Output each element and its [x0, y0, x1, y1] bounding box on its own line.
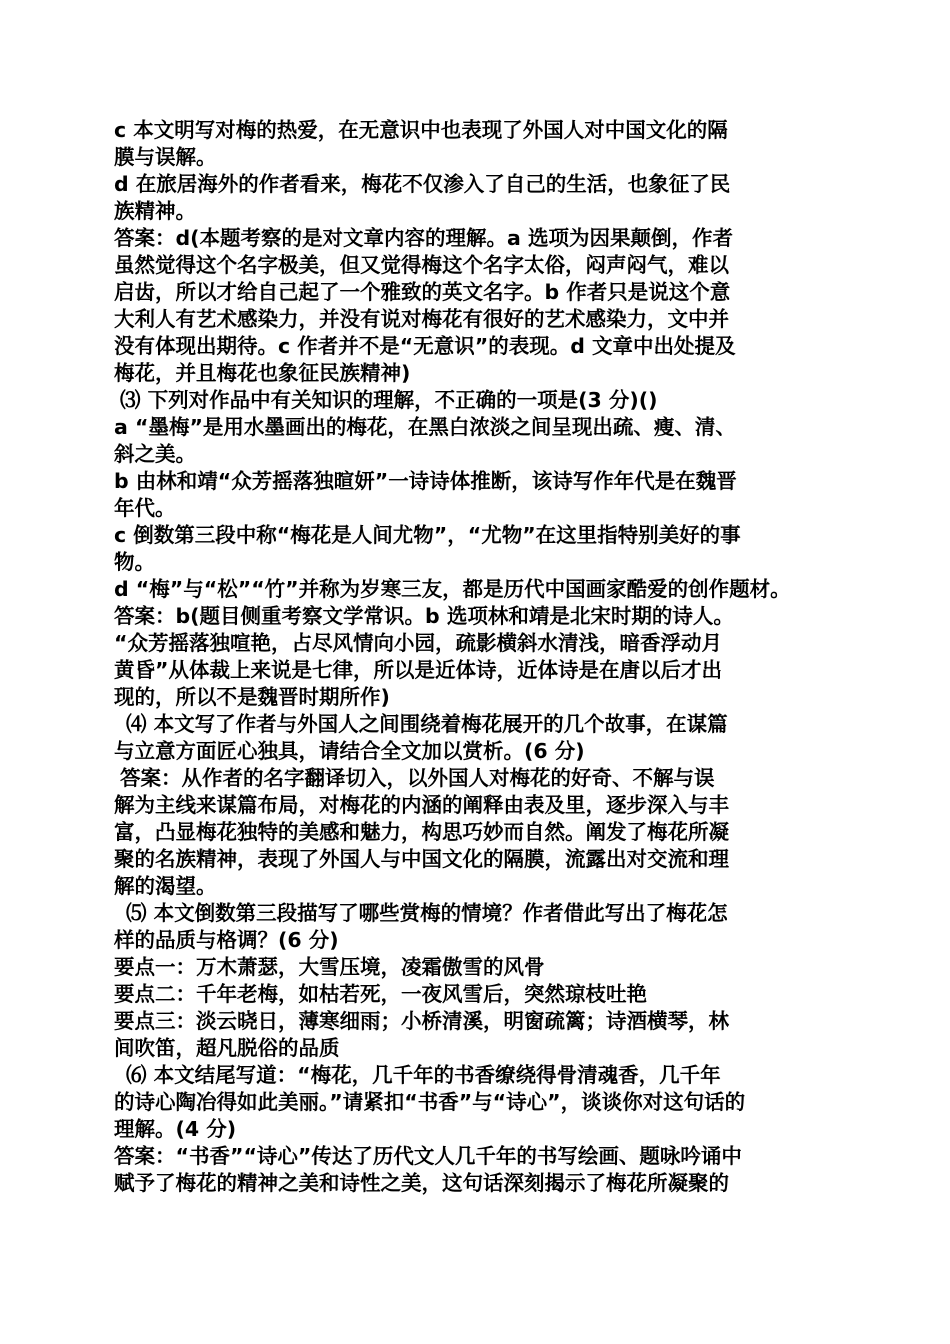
text-line: 理解。(4 分): [114, 1117, 237, 1141]
text-line: ⑸ 本文倒数第三段描写了哪些赏梅的情境？作者借此写出了梅花怎: [126, 901, 728, 925]
text-line: 与立意方面匠心独具，请结合全文加以赏析。(6 分): [114, 739, 585, 763]
document-body: [114, 117, 840, 1197]
text-line: 现的，所以不是魏晋时期所作): [114, 685, 390, 709]
text-line: 虽然觉得这个名字极美，但又觉得梅这个名字太俗，闷声闷气，难以: [114, 253, 729, 277]
text-line: ⑹ 本文结尾写道：“梅花，几千年的书香缭绕得骨清魂香，几千年: [126, 1063, 721, 1087]
text-line: 答案：“书香”“诗心”传达了历代文人几千年的书写绘画、题咏吟诵中: [114, 1144, 742, 1168]
text-line: 答案：从作者的名字翻译切入，以外国人对梅花的好奇、不解与误: [120, 766, 715, 790]
text-line: 间吹笛，超凡脱俗的品质: [114, 1036, 340, 1060]
text-line: 年代。: [114, 496, 176, 520]
text-line: 没有体现出期待。c 作者并不是“无意识”的表现。d 文章中出处提及: [114, 334, 736, 358]
text-line: d “梅”与“松”“竹”并称为岁寒三友，都是历代中国画家酷爱的创作题材。: [114, 577, 791, 601]
text-line: d 在旅居海外的作者看来，梅花不仅渗入了自己的生活，也象征了民: [114, 172, 731, 196]
text-line: 要点一：万木萧瑟，大雪压境，凌霜傲雪的风骨: [114, 955, 545, 979]
text-line: 族精神。: [114, 199, 196, 223]
text-line: 解为主线来谋篇布局，对梅花的内涵的阐释由表及里，逐步深入与丰: [114, 793, 729, 817]
text-line: 斜之美。: [114, 442, 196, 466]
text-line: ⑷ 本文写了作者与外国人之间围绕着梅花展开的几个故事，在谋篇: [126, 712, 728, 736]
text-line: 要点三：淡云晓日，薄寒细雨；小桥清溪，明窗疏篱；诗酒横琴，林: [114, 1009, 729, 1033]
text-line: 要点二：千年老梅，如枯若死，一夜风雪后，突然琼枝吐艳: [114, 982, 647, 1006]
text-line: c 本文明写对梅的热爱，在无意识中也表现了外国人对中国文化的隔: [114, 118, 728, 142]
text-line: ⑶ 下列对作品中有关知识的理解，不正确的一项是(3 分)(): [120, 388, 658, 412]
text-line: 富，凸显梅花独特的美感和魅力，构思巧妙而自然。阐发了梅花所凝: [114, 820, 729, 844]
text-line: 启齿，所以才给自己起了一个雅致的英文名字。b 作者只是说这个意: [114, 280, 731, 304]
text-line: c 倒数第三段中称“梅花是人间尤物”，“尤物”在这里指特别美好的事: [114, 523, 741, 547]
text-line: 梅花，并且梅花也象征民族精神): [114, 361, 411, 385]
document-page: [114, 117, 840, 1197]
text-line: 答案：b(题目侧重考察文学常识。b 选项林和靖是北宋时期的诗人。: [114, 604, 734, 628]
text-line: 赋予了梅花的精神之美和诗性之美，这句话深刻揭示了梅花所凝聚的: [114, 1171, 729, 1195]
text-line: 黄昏”从体裁上来说是七律，所以是近体诗，近体诗是在唐以后才出: [114, 658, 722, 682]
text-line: 物。: [114, 550, 155, 574]
text-line: 答案：d(本题考察的是对文章内容的理解。a 选项为因果颠倒，作者: [114, 226, 734, 250]
text-line: 大利人有艺术感染力，并没有说对梅花有很好的艺术感染力，文中并: [114, 307, 729, 331]
text-line: a “墨梅”是用水墨画出的梅花，在黑白浓淡之间呈现出疏、瘦、清、: [114, 415, 736, 439]
text-line: 解的渴望。: [114, 874, 217, 898]
text-line: 样的品质与格调？(6 分): [114, 928, 339, 952]
text-line: “众芳摇落独喧艳，占尽风情向小园，疏影横斜水清浅，暗香浮动月: [114, 631, 722, 655]
text-line: b 由林和靖“众芳摇落独暄妍”一诗诗体推断，该诗写作年代是在魏晋: [114, 469, 737, 493]
text-line: 膜与误解。: [114, 145, 217, 169]
text-line: 聚的名族精神，表现了外国人与中国文化的隔膜，流露出对交流和理: [114, 847, 729, 871]
text-line: 的诗心陶冶得如此美丽。”请紧扣“书香”与“诗心”，谈谈你对这句话的: [114, 1090, 746, 1114]
